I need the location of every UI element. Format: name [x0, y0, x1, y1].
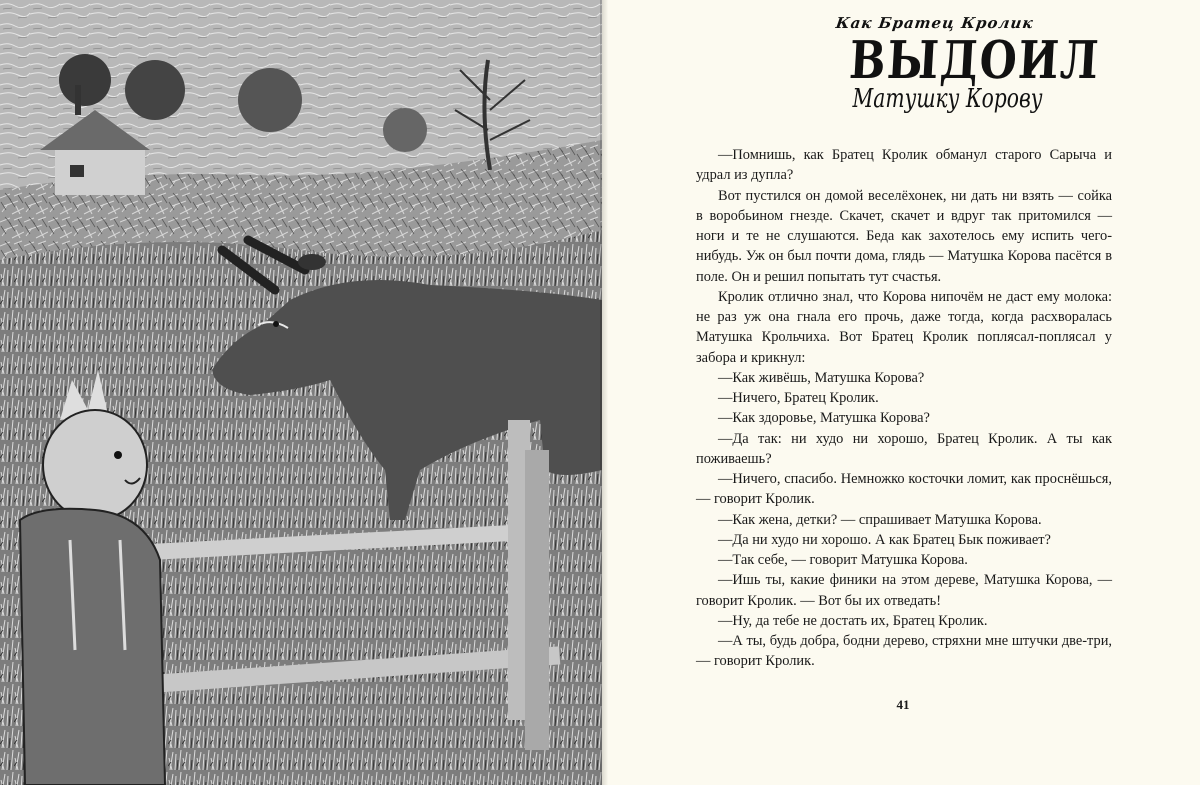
chapter-title-line-2: ВЫДОИЛ: [847, 30, 1102, 91]
paragraph: —Как здоровье, Матушка Корова?: [718, 410, 930, 427]
paragraph: Кролик отлично знал, что Корова нипочём не даст ему молока: не раз уж она гнала его прочь, даже тогда, когда расхворалась Матушка Крольчиха. Вот Братец Кролик поплясал-поплясал у забора и крикнул:: [696, 288, 1112, 366]
paragraph: —Как жена, детки? — спрашивает Матушка Корова.: [718, 511, 1042, 528]
paragraph: —Ничего, спасибо. Немножко косточки ломит, как проснёшься, — говорит Кролик.: [696, 471, 1112, 508]
paragraph: —Как живёшь, Матушка Корова?: [718, 369, 925, 386]
book-gutter: [600, 0, 608, 785]
paragraph: —Ничего, Братец Кролик.: [718, 390, 879, 406]
paragraph: —А ты, будь добра, бодни дерево, стряхни мне штучки две-три, — говорит Кролик.: [696, 633, 1112, 670]
paragraph: —Помнишь, как Братец Кролик обманул старого Сарыча и удрал из дупла?: [696, 147, 1112, 184]
paragraph: —Да так: ни худо ни хорошо, Братец Кролик. А ты как поживаешь?: [696, 430, 1112, 467]
paragraph: —Так себе, — говорит Матушка Корова.: [718, 552, 968, 568]
paragraph: —Да ни худо ни хорошо. А как Братец Бык поживает?: [718, 531, 1051, 548]
page-number: 41: [896, 697, 910, 712]
chapter-title-line-3: Матушку Корову: [852, 84, 1043, 114]
paragraph: —Ишь ты, какие финики на этом дереве, Матушка Корова, — говорит Кролик. — Вот бы их отведать!: [696, 572, 1112, 609]
story-text: [696, 145, 1112, 672]
paragraph: Вот пустился он домой веселёхонек, ни дать ни взять — сойка в воробьином гнезде. Скачет, скачет и вдруг так притомился — ноги и те не слушаются. Беда как захотелось ему испить чего-нибудь. Уж он был почти дома, глядь — Матушка Корова пасётся в поле. Он и решил попытать тут счастья.: [696, 187, 1112, 285]
chapter-title: [834, 14, 1102, 114]
text-page: [608, 0, 1200, 785]
chapter-title-line-1: Как Братец Кролик: [834, 14, 1035, 32]
paragraph: —Ну, да тебе не достать их, Братец Кролик.: [718, 612, 988, 629]
